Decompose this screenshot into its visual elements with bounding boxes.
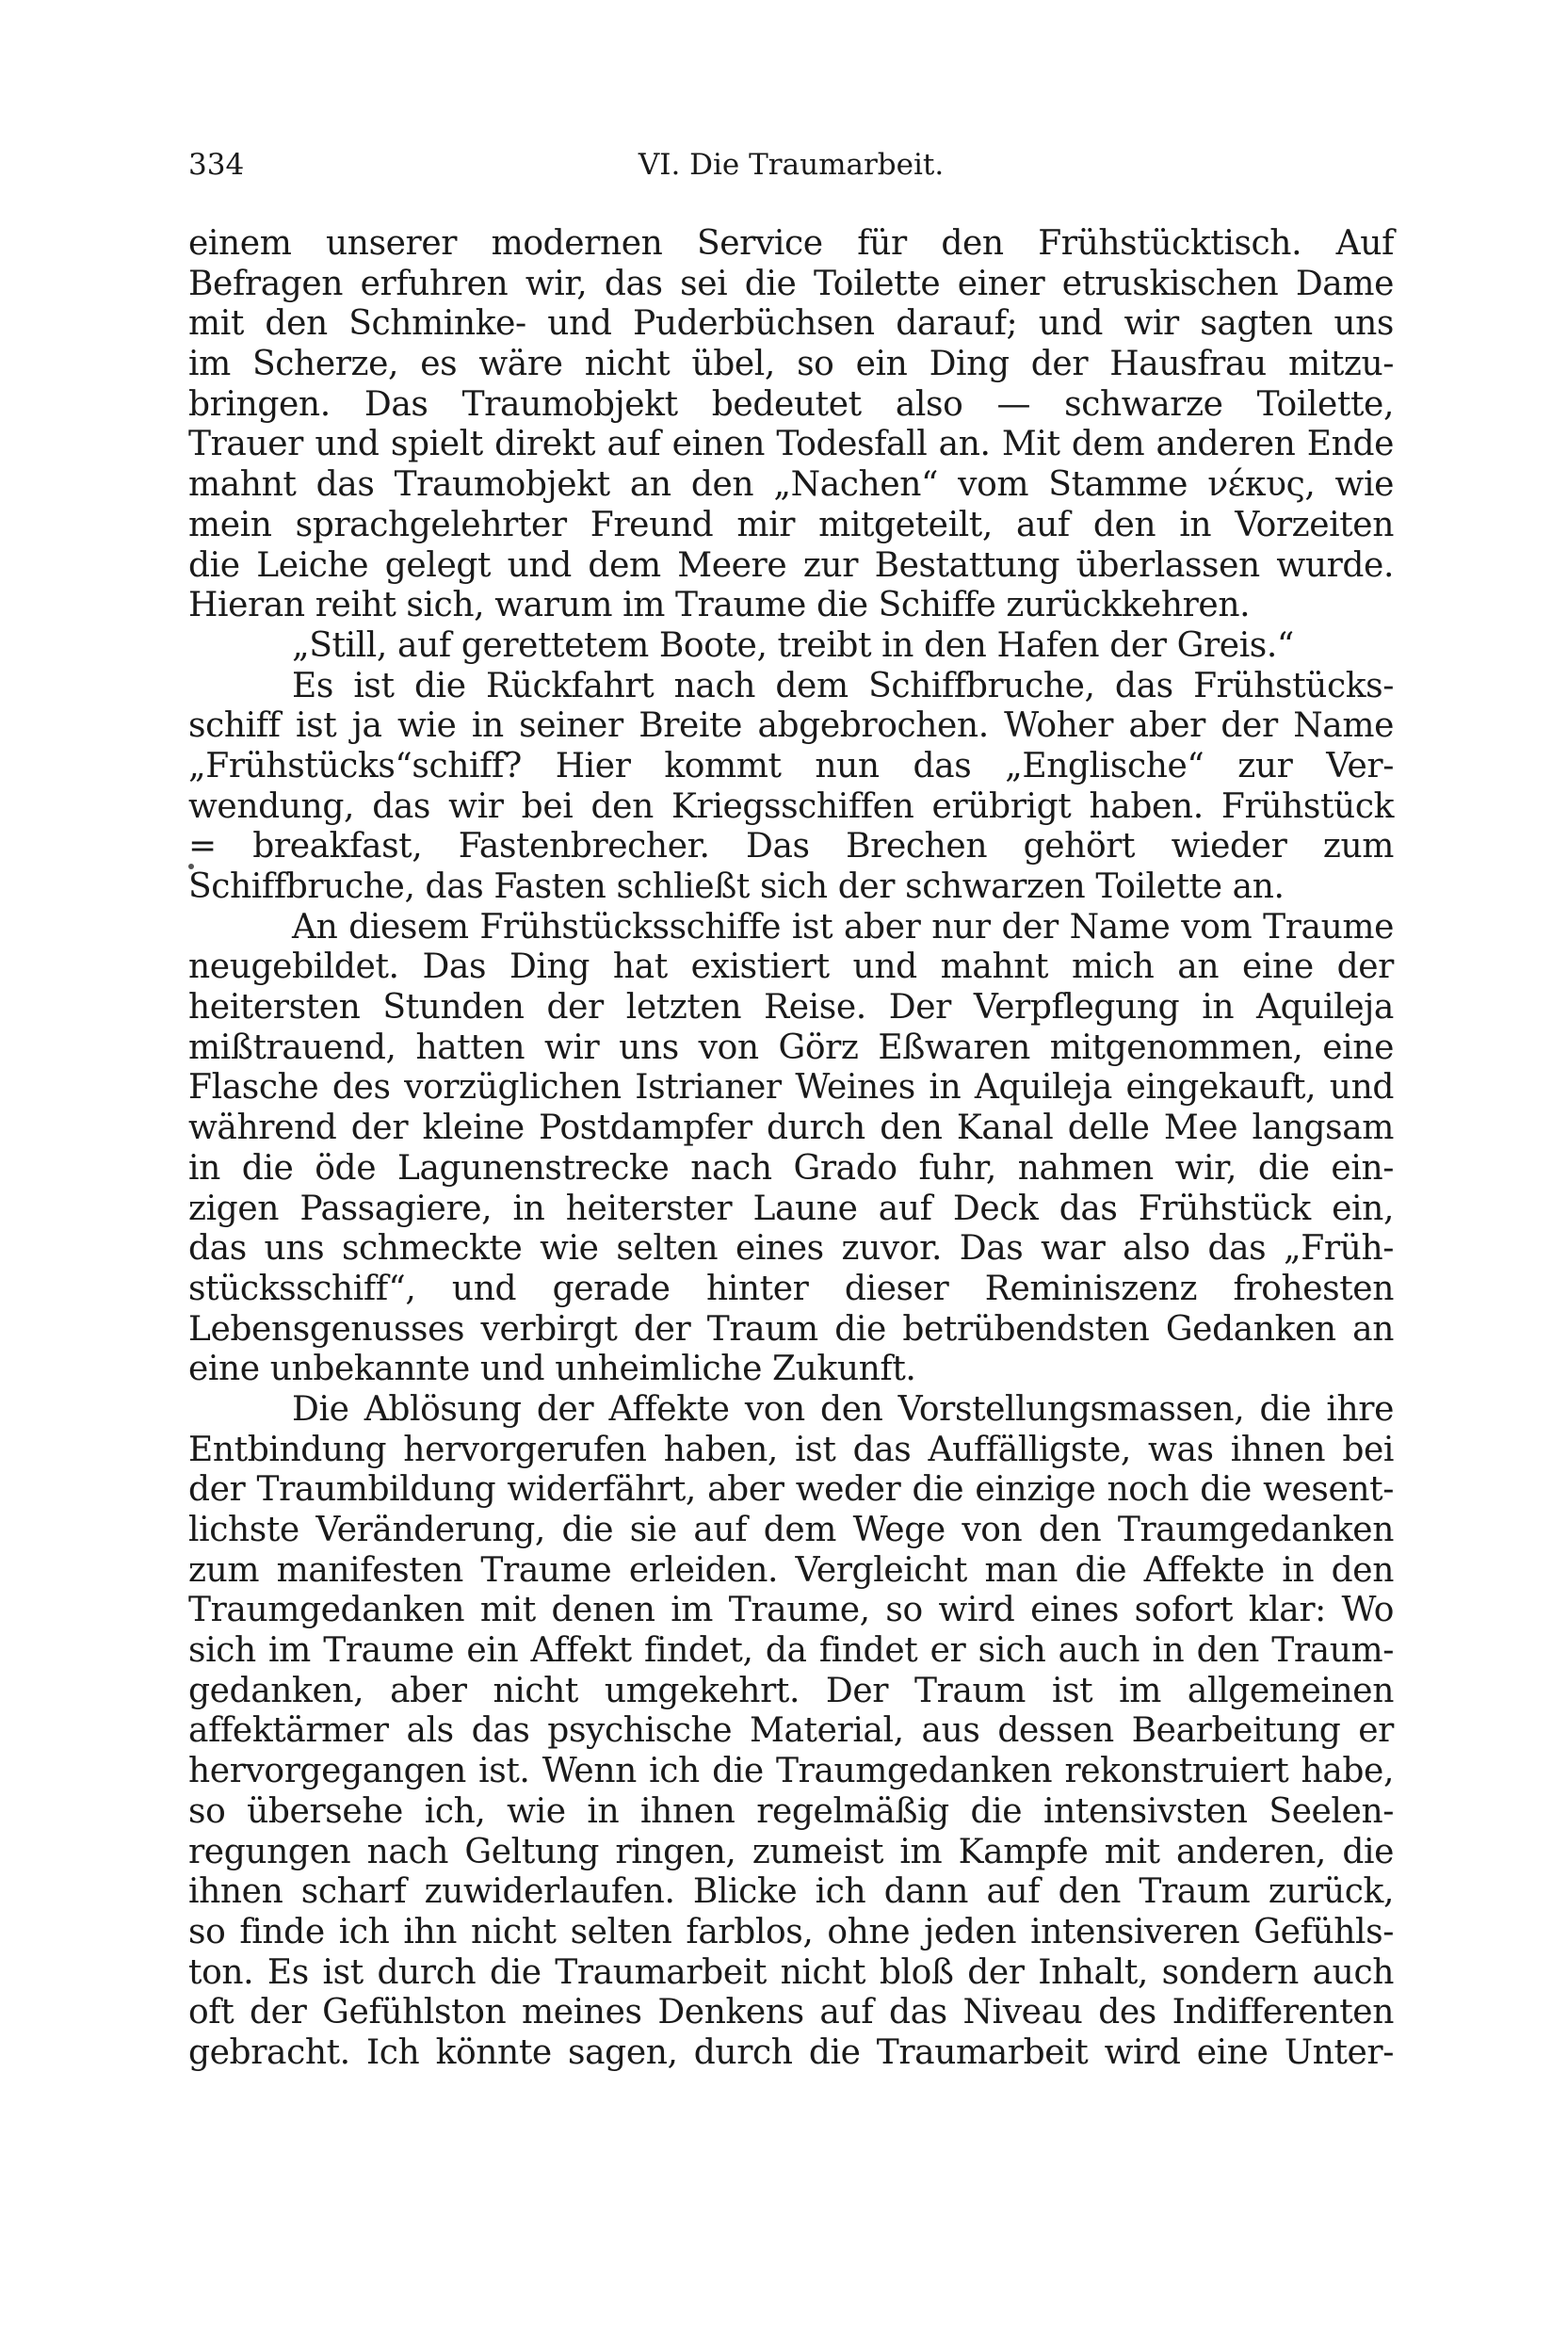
text-line: in die öde Lagunenstrecke nach Grado fuhr, nahmen wir, die ein- bbox=[188, 1148, 1394, 1188]
text-line: ton. Es ist durch die Traumarbeit nicht bloß der Inhalt, sondern auch bbox=[188, 1952, 1394, 1992]
text-line: Trauer und spielt direkt auf einen Todesfall an. Mit dem anderen Ende bbox=[188, 425, 1394, 464]
text-line: sich im Traume ein Affekt findet, da findet er sich auch in den Traum- bbox=[188, 1631, 1394, 1671]
text-line: mißtrauend, hatten wir uns von Görz Eßwaren mitgenommen, eine bbox=[188, 1028, 1394, 1067]
text-line: Entbindung hervorgerufen haben, ist das Auffälligste, was ihnen bei bbox=[188, 1430, 1394, 1469]
text-line: stücksschiff“, und gerade hinter dieser Reminiszenz frohesten bbox=[188, 1269, 1394, 1308]
text-line: = breakfast, Fastenbrecher. Das Brechen gehört wieder zum bbox=[188, 827, 1394, 866]
paragraph-start: Es ist die Rückfahrt nach dem Schiffbruche, das Frühstücks- bbox=[292, 666, 1394, 705]
paragraph-start: Die Ablösung der Affekte von den Vorstellungsmassen, die ihre bbox=[292, 1389, 1394, 1429]
text-line: lichste Veränderung, die sie auf dem Wege von den Traumgedanken bbox=[188, 1511, 1394, 1549]
text-line: zigen Passagiere, in heiterster Laune auf Deck das Frühstück ein, bbox=[188, 1189, 1394, 1228]
text-line: wendung, das wir bei den Kriegsschiffen erübrigt haben. Frühstück bbox=[188, 786, 1394, 826]
text-line: schiff ist ja wie in seiner Breite abgebrochen. Woher aber der Name bbox=[188, 706, 1394, 746]
text-line: mit den Schminke- und Puderbüchsen darauf; und wir sagten uns bbox=[188, 304, 1394, 344]
text-line: das uns schmeckte wie selten eines zuvor. Das war also das „Früh- bbox=[188, 1229, 1394, 1269]
text-line: hervorgegangen ist. Wenn ich die Traumgedanken rekonstruiert habe, bbox=[188, 1752, 1394, 1791]
text-line: zum manifesten Traume erleiden. Vergleicht man die Affekte in den bbox=[188, 1550, 1394, 1590]
text-line: während der kleine Postdampfer durch den Kanal delle Mee langsam bbox=[188, 1109, 1394, 1148]
text-line: neugebildet. Das Ding hat existiert und mahnt mich an eine der bbox=[188, 947, 1394, 987]
text-line: Hieran reiht sich, warum im Traume die Schiffe zurückkehren. bbox=[188, 586, 1251, 625]
page-number: 334 bbox=[188, 148, 245, 182]
text-line: einem unserer modernen Service für den Frühstücktisch. Auf bbox=[188, 224, 1394, 263]
text-line: Schiffbruche, das Fasten schließt sich der schwarzen Toilette an. bbox=[188, 867, 1285, 906]
paragraph-start: An diesem Frühstücksschiffe ist aber nur der Name vom Traume bbox=[292, 907, 1394, 947]
text-line: Lebensgenusses verbirgt der Traum die betrübendsten Gedanken an bbox=[188, 1309, 1394, 1349]
text-line: Befragen erfuhren wir, das sei die Toilette einer etruskischen Dame bbox=[188, 264, 1394, 303]
text-line: Flasche des vorzüglichen Istrianer Weines in Aquileja eingekauft, und bbox=[188, 1068, 1394, 1108]
text-line: gebracht. Ich könnte sagen, durch die Traumarbeit wird eine Unter- bbox=[188, 2032, 1394, 2072]
text-line: Traumgedanken mit denen im Traume, so wird eines sofort klar: Wo bbox=[188, 1591, 1394, 1630]
text-line: ihnen scharf zuwiderlaufen. Blicke ich dann auf den Traum zurück, bbox=[188, 1872, 1394, 1912]
running-title: VI. Die Traumarbeit. bbox=[638, 148, 945, 182]
text-line: eine unbekannte und unheimliche Zukunft. bbox=[188, 1350, 916, 1389]
text-line: so finde ich ihn nicht selten farblos, ohne jeden intensiveren Gefühls- bbox=[188, 1912, 1394, 1951]
text-line: heitersten Stunden der letzten Reise. Der Verpflegung in Aquileja bbox=[188, 988, 1394, 1028]
text-line: gedanken, aber nicht umgekehrt. Der Traum ist im allgemeinen bbox=[188, 1671, 1394, 1710]
page-header bbox=[188, 141, 1394, 188]
text-line: oft der Gefühlston meines Denkens auf das Niveau des Indifferenten bbox=[188, 1993, 1394, 2032]
text-line: so übersehe ich, wie in ihnen regelmäßig die intensivsten Seelen- bbox=[188, 1791, 1394, 1831]
text-line: mein sprachgelehrter Freund mir mitgeteilt, auf den in Vorzeiten bbox=[188, 505, 1394, 544]
text-line: affektärmer als das psychische Material, aus dessen Bearbeitung er bbox=[188, 1711, 1394, 1751]
text-line: regungen nach Geltung ringen, zumeist im Kampfe mit anderen, die bbox=[188, 1832, 1394, 1871]
text-line: „Frühstücks“schiff? Hier kommt nun das „Englische“ zur Ver- bbox=[188, 746, 1394, 785]
text-line: der Traumbildung widerfährt, aber weder die einzige noch die wesent- bbox=[188, 1470, 1394, 1510]
text-line: mahnt das Traumobjekt an den „Nachen“ vom Stamme νέκυς, wie bbox=[188, 465, 1394, 505]
text-line: im Scherze, es wäre nicht übel, so ein Ding der Hausfrau mitzu- bbox=[188, 345, 1394, 384]
text-line: bringen. Das Traumobjekt bedeutet also — schwarze Toilette, bbox=[188, 384, 1394, 424]
text-line: die Leiche gelegt und dem Meere zur Bestattung überlassen wurde. bbox=[188, 545, 1394, 585]
verse-quote: „Still, auf gerettetem Boote, treibt in den Hafen der Greis.“ bbox=[292, 625, 1294, 665]
body-text bbox=[188, 224, 1394, 2074]
